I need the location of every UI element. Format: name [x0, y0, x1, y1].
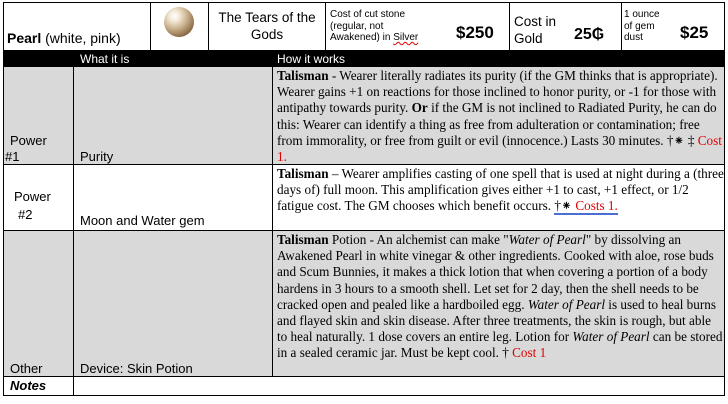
stone-cost-label-3: Awakened) in — [330, 32, 394, 43]
row-other-what — [74, 231, 273, 377]
row-power1-label: Power #1 — [4, 67, 74, 165]
stone-cost-cell — [326, 3, 510, 51]
row-power1-how: Talisman - Wearer literally radiates its purity (if the GM thinks that is appropriate). Wearer gains +1 on reactions for those inclined to honor purity, or -1 for those with antipathy towards purity. Or if the GM is not inclined to Radiated Purity, he can do this: Wearer can identify a thing as free from adulteration or contamination; free from immorality, or free from guilt or evil (innocence.) Lasts 30 minutes. †⁕ ‡ Cost 1. — [273, 67, 724, 165]
power2-name: Moon and Water gem — [80, 213, 205, 228]
gold-label-1: Cost in — [514, 14, 557, 29]
stone-cost-label-2: (regular, not — [330, 20, 384, 32]
notes-label-cell — [4, 377, 74, 395]
row-power2-label: Power #2 — [4, 165, 74, 231]
nickname-cell — [209, 3, 326, 51]
column-header-label — [4, 51, 74, 67]
dust-label-1: 1 ounce — [624, 9, 660, 20]
notes-value-cell — [74, 377, 724, 395]
gold-value: 25₲ — [574, 26, 605, 43]
stone-cost-unit: Silver — [393, 32, 419, 43]
dust-label-2: of gem — [624, 20, 655, 32]
power2-cost: Costs 1. — [572, 198, 618, 214]
gem-name-cell — [4, 3, 151, 51]
row-power1-what — [74, 67, 273, 165]
gem-image-cell — [151, 3, 209, 51]
power1-name: Purity — [80, 149, 114, 164]
nickname-line2: Gods — [250, 27, 284, 42]
stone-cost-value: $250 — [456, 23, 494, 42]
row-other-label: Other — [4, 231, 74, 377]
nickname-line1: The Tears of the — [218, 10, 316, 25]
row-other-how: Talisman Potion - An alchemist can make "Water of Pearl" by dissolving an Awakened Pearl in white vinegar & other ingredients. Cooked with aloe, rose buds and Scum Bunnies, it makes a thick lotion that when covering a portion of a body hardens in 3 hours to a smooth shell. Let set for 2 day, then the shell needs to be cracked open and pealed like a hardboiled egg. Water of Pearl is used to heal burns and flayed skin and skin disease. After three treatments, the skin is rough, but able to heal naturally. 1 dose covers an entire leg. Lotion for Water of Pearl can be stored in a sealed ceramic jar. Must be kept cool. † Cost 1 — [273, 231, 724, 377]
stone-cost-label-1: Cost of cut stone — [330, 9, 406, 20]
row-power2-what — [74, 165, 273, 231]
other-name: Device: Skin Potion — [80, 361, 193, 376]
dust-value: $25 — [680, 23, 709, 42]
gem-table — [3, 2, 725, 396]
gem-colors: (white, pink) — [45, 30, 121, 46]
gold-cost-cell — [510, 3, 622, 51]
column-header-what: What it is — [74, 51, 273, 67]
other-cost: Cost 1 — [512, 345, 547, 361]
dust-cost-cell — [622, 3, 724, 51]
row-power2-how: Talisman – Wearer amplifies casting of one spell that is used at night during a (three days of) full moon. This amplification gives either +1 to cast, +1 effect, or 1/2 fatigue cost. The GM chooses which benefit occurs. †⁕ Costs 1. — [273, 165, 724, 231]
column-header-how: How it works — [273, 51, 724, 67]
pearl-image — [164, 7, 194, 37]
dust-label-3: dust — [624, 32, 643, 43]
gold-label-2: Gold — [514, 31, 543, 46]
gem-name: Pearl — [7, 30, 42, 46]
notes-label: Notes — [10, 378, 47, 393]
power1-cost: Cost 1. — [277, 132, 722, 165]
